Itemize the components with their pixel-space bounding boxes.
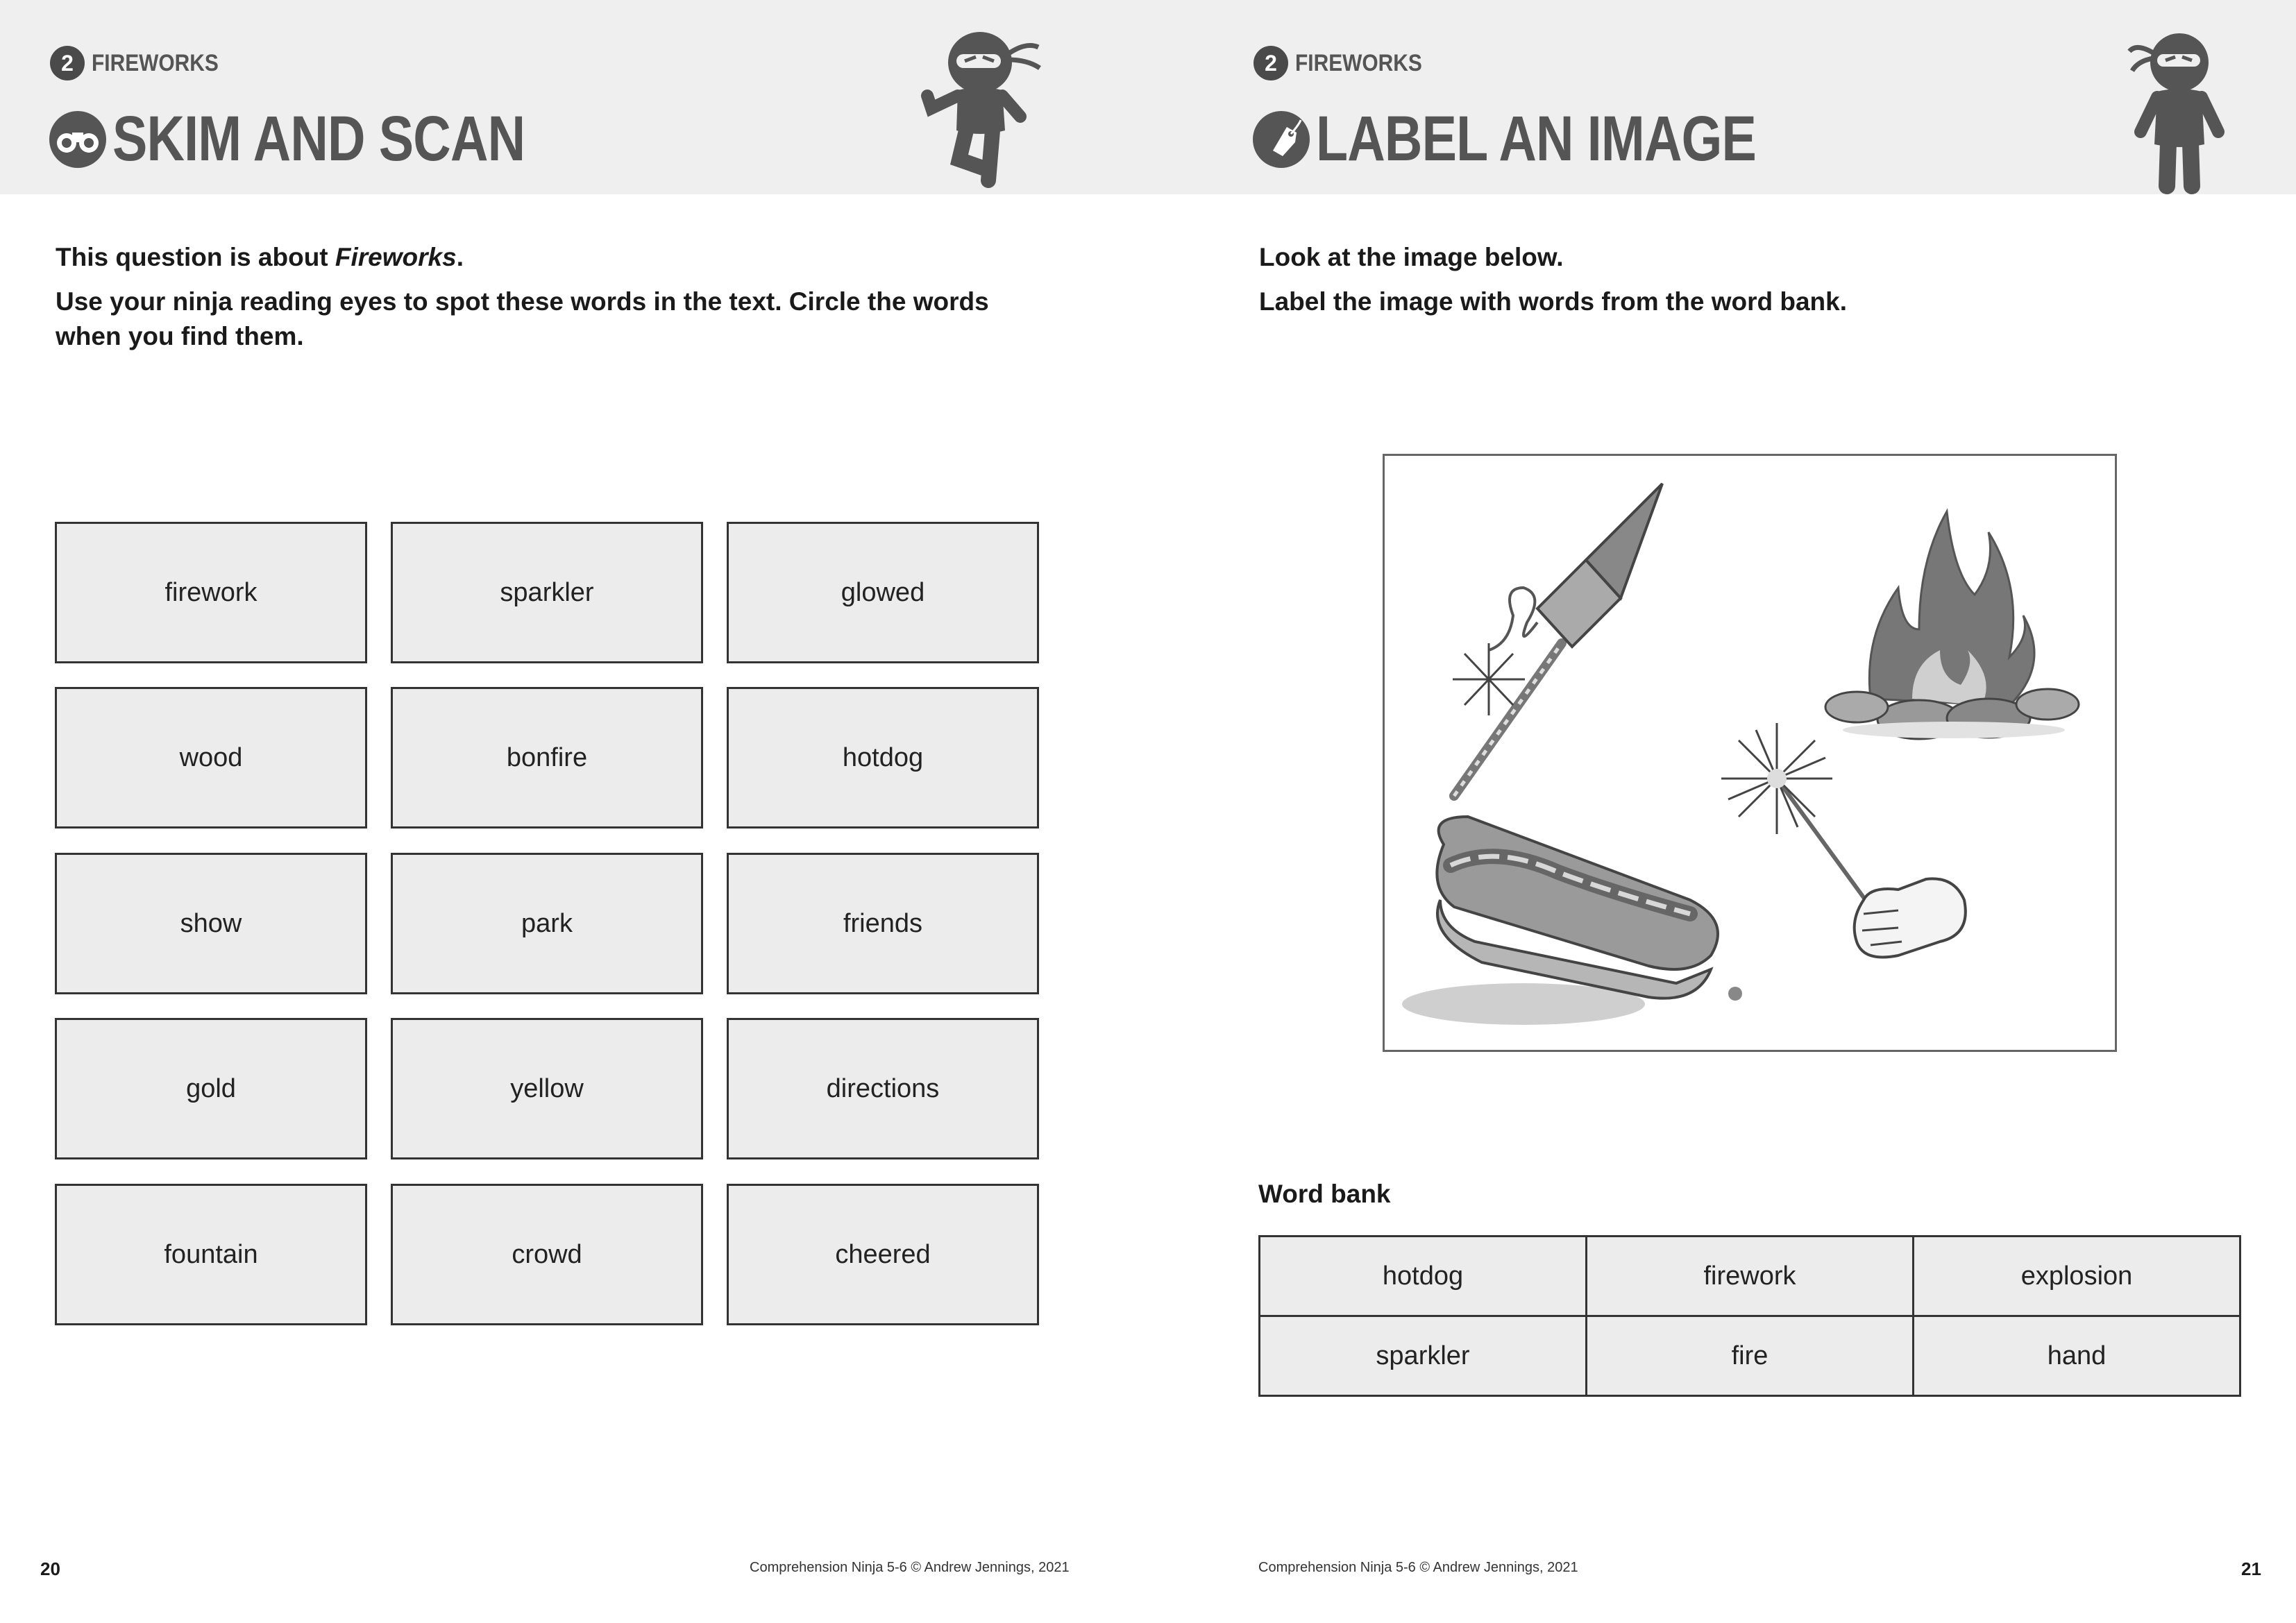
word-cell: friends <box>727 853 1039 994</box>
instruction-prefix: This question is about <box>56 243 335 271</box>
unit-name: FIREWORKS <box>1295 49 1422 76</box>
tag-icon <box>1252 110 1310 169</box>
word-cell: park <box>391 853 703 994</box>
word-cell: fountain <box>55 1184 367 1325</box>
page-title: SKIM AND SCAN <box>112 103 525 174</box>
ninja-jumping-icon <box>916 26 1048 193</box>
page-header <box>1148 0 2296 194</box>
word-bank-table <box>1258 1235 2241 1397</box>
unit-badge <box>1253 46 1440 80</box>
instruction-look: Look at the image below. <box>1259 243 1564 271</box>
unit-number: 2 <box>50 46 85 80</box>
page-header <box>0 0 1148 194</box>
word-bank-title: Word bank <box>1258 1180 1391 1208</box>
word-cell: firework <box>55 522 367 663</box>
word-bank-cell: sparkler <box>1260 1316 1587 1396</box>
word-bank-cell: hand <box>1914 1316 2240 1396</box>
word-cell: sparkler <box>391 522 703 663</box>
title-row <box>49 103 616 176</box>
copyright-credit: Comprehension Ninja 5-6 © Andrew Jennings, 2021 <box>750 1560 1070 1575</box>
hand-illustration <box>1855 878 1966 957</box>
rocket-illustration <box>1453 484 1662 796</box>
word-bank-cell: fire <box>1587 1316 1914 1396</box>
bonfire-illustration <box>1825 511 2079 739</box>
fireworks-illustration <box>1383 454 2117 1052</box>
instruction-label: Label the image with words from the word bank. <box>1259 287 1847 316</box>
ninja-standing-icon <box>2120 28 2238 194</box>
word-cell: wood <box>55 687 367 829</box>
unit-number: 2 <box>1253 46 1288 80</box>
right-page <box>1148 0 2296 1623</box>
word-grid <box>55 522 1040 1325</box>
copyright-credit: Comprehension Ninja 5-6 © Andrew Jennings, 2021 <box>1258 1560 1578 1575</box>
word-cell: gold <box>55 1018 367 1159</box>
word-bank-row <box>1260 1316 2240 1396</box>
unit-name: FIREWORKS <box>92 49 219 76</box>
binoculars-icon <box>49 110 107 169</box>
page-number: 20 <box>40 1558 60 1579</box>
word-cell: bonfire <box>391 687 703 829</box>
word-cell: yellow <box>391 1018 703 1159</box>
word-bank-cell: explosion <box>1914 1237 2240 1316</box>
word-cell: glowed <box>727 522 1039 663</box>
instruction-suffix: . <box>456 243 464 271</box>
text-title: Fireworks <box>335 243 457 271</box>
word-cell: cheered <box>727 1184 1039 1325</box>
unit-badge <box>50 46 236 80</box>
word-cell: crowd <box>391 1184 703 1325</box>
word-cell: hotdog <box>727 687 1039 829</box>
instruction-topic <box>56 240 1041 275</box>
title-row <box>1252 103 1852 176</box>
instruction-skim: Use your ninja reading eyes to spot these words in the text. Circle the words when you find them. <box>56 287 989 350</box>
sparkler-illustration <box>1721 723 1871 907</box>
word-cell: directions <box>727 1018 1039 1159</box>
hotdog-illustration <box>1402 817 1742 1025</box>
illustration-canvas <box>1385 456 2115 1050</box>
page-number: 21 <box>2241 1558 2261 1579</box>
word-cell: show <box>55 853 367 994</box>
page-title: LABEL AN IMAGE <box>1316 103 1756 174</box>
word-bank-cell: firework <box>1587 1237 1914 1316</box>
word-bank-row <box>1260 1237 2240 1316</box>
word-bank-cell: hotdog <box>1260 1237 1587 1316</box>
